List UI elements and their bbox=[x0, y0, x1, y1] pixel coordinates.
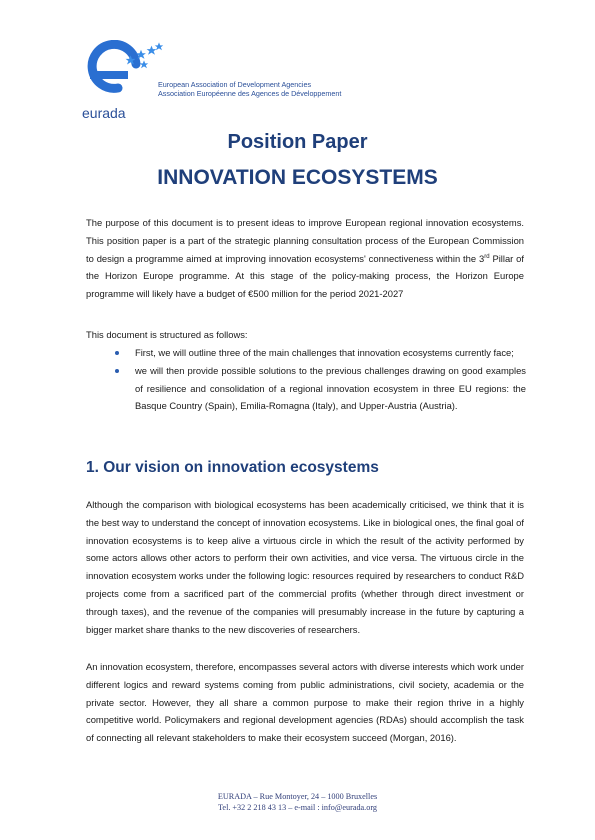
org-name-en: European Association of Development Agencies bbox=[158, 80, 312, 89]
org-name-fr: Association Européenne des Agences de Développement bbox=[158, 89, 342, 98]
section-paragraph-2: An innovation ecosystem, therefore, encompasses several actors with diverse interests which work under different logics and reward systems coming from public administrations, civil society, academia or the private sector. However, they all share a common purpose to make their region thrive in a highly competitive world. Policymakers and regional development agencies (RDAs) should accomplish the task of connecting all relevant stakeholders to make their ecosystem succeed (Morgan, 2016). bbox=[86, 661, 524, 744]
list-item-text: First, we will outline three of the main challenges that innovation ecosystems currently face; bbox=[135, 347, 514, 358]
bullet-icon bbox=[115, 351, 119, 355]
structure-list bbox=[86, 344, 526, 415]
structure-lead: This document is structured as follows: bbox=[86, 329, 248, 340]
list-item bbox=[108, 344, 526, 362]
bullet-icon bbox=[115, 369, 119, 373]
document-type-title: Position Paper bbox=[227, 131, 368, 153]
section-heading: 1. Our vision on innovation ecosystems bbox=[86, 459, 379, 476]
organisation-name bbox=[158, 80, 341, 98]
intro-text-part1: The purpose of this document is to present ideas to improve European regional innovation ecosystems. This position paper is a part of the strategic planning consultation process of the European Commission to design a programme aimed at improving innovation ecosystems' connectiveness within the 3 bbox=[86, 217, 524, 264]
list-item bbox=[108, 362, 526, 415]
footer-contact: Tel. +32 2 218 43 13 – e-mail : info@eurada.org bbox=[218, 803, 377, 812]
list-item-text: we will then provide possible solutions to the previous challenges drawing on good examples of resilience and consolidation of a regional innovation ecosystem in three EU regions: the Basque Country (Spain), Emilia-Romagna (Italy), and Upper-Austria (Austria). bbox=[135, 364, 526, 412]
intro-paragraph bbox=[86, 214, 524, 303]
footer-address: EURADA – Rue Montoyer, 24 – 1000 Bruxelles bbox=[217, 792, 378, 801]
section-paragraph-1: Although the comparison with biological ecosystems has been academically criticised, we think that it is the best way to understand the concept of innovation ecosystems. Like in biological ones, the final goal of innovation ecosystems is to keep alive a virtuous circle in which the result of the activity performed by some actors allows other actors to perform their own activities, and vice versa. The virtuous circle in the innovation ecosystem works under the following logic: resources required by researchers to conduct R&D projects come from a sacrificed part of the commercial profits (whether through direct investment or through taxes), and the revenue of the companies will presumably increase in the future by capturing a bigger market share thanks to the new discoveries of researchers. bbox=[86, 499, 524, 635]
document-main-title: INNOVATION ECOSYSTEMS bbox=[157, 166, 438, 189]
intro-text-part2: Pillar of the Horizon Europe programme. At this stage of the policy-making process, the Horizon Europe programme will likely have a budget of €500 million for the period 2021-2027 bbox=[86, 252, 524, 300]
logo-wordmark: eurada bbox=[82, 105, 126, 120]
eurada-logo-graphic bbox=[78, 40, 168, 120]
eurada-logo bbox=[78, 40, 168, 120]
footer bbox=[0, 791, 595, 813]
superscript-rd: rd bbox=[484, 253, 490, 260]
